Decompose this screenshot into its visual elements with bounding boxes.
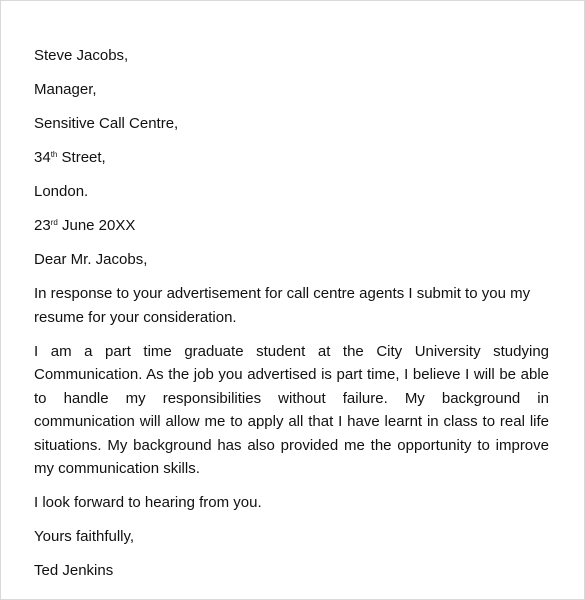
letter-date [34,214,549,238]
street-number: 34 [34,149,51,166]
date-ordinal: rd [50,218,58,227]
city: London. [34,183,89,200]
letter-body [34,44,549,593]
sender-name: Steve Jacobs, [34,47,129,64]
salutation: Dear Mr. Jacobs, [34,251,148,268]
company-name: Sensitive Call Centre, [34,115,179,132]
signature-name: Ted Jenkins [34,562,114,579]
date-day: 23 [34,217,51,234]
paragraph-closing: I look forward to hearing from you. [34,494,262,511]
paragraph-background: I am a part time graduate student at the City University studying Communication. As the job you advertised is part time, I believe I will be able to handle my responsibilities without failure. My background in communication will allow me to apply all that I have learnt in class to real life situations. My background has also provided me the opportunity to improve my communication skills. [34,342,549,477]
closing: Yours faithfully, [34,528,135,545]
street-ordinal: th [50,150,58,159]
street-address [34,146,549,170]
paragraph-intro: In response to your advertisement for call centre agents I submit to you my resume for your consideration. [34,285,531,326]
sender-title: Manager, [34,81,97,98]
date-month-year: June 20XX [57,217,136,234]
street-name: Street, [57,149,106,166]
